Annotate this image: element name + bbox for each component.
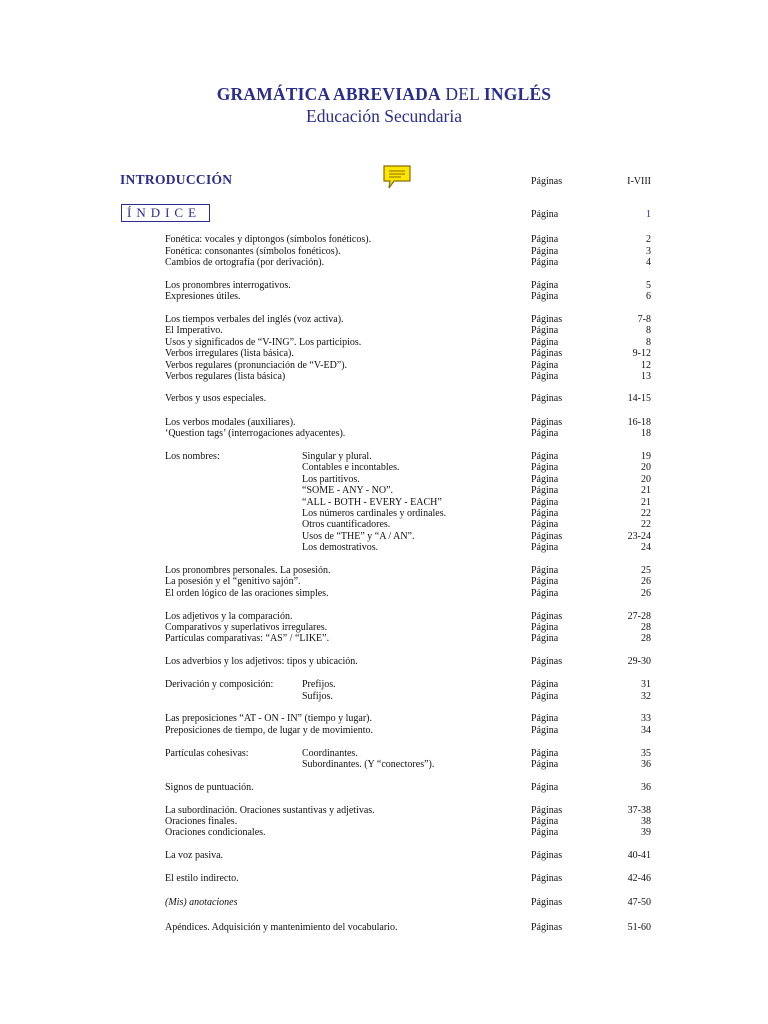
toc-pages: 14-15 bbox=[627, 393, 651, 404]
toc-pages-label: Páginas bbox=[531, 922, 563, 933]
toc-pages-label: Página bbox=[531, 748, 559, 759]
toc-pages: 27-28 bbox=[627, 611, 651, 622]
toc-pages: 29-30 bbox=[627, 656, 651, 667]
toc-pages: 16-18 bbox=[627, 417, 651, 428]
toc-pages-label: Páginas bbox=[531, 417, 563, 428]
toc-pages-label: Páginas bbox=[531, 850, 563, 861]
toc-pages: 40-41 bbox=[627, 850, 651, 861]
toc-pages-label: Páginas bbox=[531, 393, 563, 404]
toc-pages: 26 bbox=[641, 588, 651, 599]
toc-pages-label: Página bbox=[531, 691, 559, 702]
toc-pages: 22 bbox=[641, 519, 651, 530]
toc-pages: 24 bbox=[641, 542, 651, 553]
toc-pages: 36 bbox=[641, 782, 651, 793]
toc-entry-title: Usos y significados de “V-ING”. Los participios. bbox=[165, 337, 362, 348]
toc-pages: 7-8 bbox=[637, 314, 651, 325]
toc-pages-label: Páginas bbox=[531, 897, 563, 908]
toc-entry-title: La posesión y el “genitivo sajón”. bbox=[165, 576, 301, 587]
toc-pages: 42-46 bbox=[627, 873, 651, 884]
toc-pages-label: Página bbox=[531, 337, 559, 348]
toc-entry-subtitle: Subordinantes. (Y “conectores”). bbox=[302, 759, 435, 770]
intro-pages: I-VIII bbox=[627, 176, 651, 187]
toc-entry-subtitle: “ALL - BOTH - EVERY - EACH” bbox=[302, 497, 442, 508]
toc-entry-title: Comparativos y superlativos irregulares. bbox=[165, 622, 328, 633]
toc-pages: 2 bbox=[646, 234, 651, 245]
toc-entry-title: Expresiones útiles. bbox=[165, 291, 241, 302]
toc-pages-label: Página bbox=[531, 816, 559, 827]
toc-pages: 51-60 bbox=[627, 922, 651, 933]
toc-pages-label: Página bbox=[531, 725, 559, 736]
toc-pages-label: Páginas bbox=[531, 611, 563, 622]
indice-pages-label: Página bbox=[531, 209, 559, 220]
toc-pages-label: Páginas bbox=[531, 656, 563, 667]
toc-row[interactable] bbox=[0, 827, 768, 839]
toc-entry-subtitle: Prefijos. bbox=[302, 679, 336, 690]
toc-pages: 3 bbox=[646, 246, 651, 257]
toc-row[interactable] bbox=[0, 679, 768, 691]
intro-pages-label: Páginas bbox=[531, 176, 563, 187]
toc-entry-subtitle: Coordinantes. bbox=[302, 748, 358, 759]
toc-pages-label: Página bbox=[531, 497, 559, 508]
toc-pages: 4 bbox=[646, 257, 651, 268]
toc-row[interactable] bbox=[0, 725, 768, 737]
toc-entry-title: Cambios de ortografía (por derivación). bbox=[165, 257, 325, 268]
toc-row[interactable] bbox=[0, 656, 768, 668]
toc-pages-label: Página bbox=[531, 257, 559, 268]
toc-pages-label: Página bbox=[531, 576, 559, 587]
toc-pages-label: Páginas bbox=[531, 348, 563, 359]
toc-entry-title: Apéndices. Adquisición y mantenimiento del vocabulario. bbox=[165, 922, 398, 933]
toc-pages-label: Página bbox=[531, 246, 559, 257]
toc-entry-title: Fonética: vocales y diptongos (símbolos fonéticos). bbox=[165, 234, 372, 245]
toc-pages-label: Página bbox=[531, 622, 559, 633]
toc-pages-label: Página bbox=[531, 451, 559, 462]
toc-pages: 28 bbox=[641, 633, 651, 644]
toc-pages-label: Página bbox=[531, 234, 559, 245]
toc-pages-label: Página bbox=[531, 474, 559, 485]
toc-row[interactable] bbox=[0, 234, 768, 246]
toc-pages: 22 bbox=[641, 508, 651, 519]
toc-entry-title: ‘Question tags’ (interrogaciones adyacentes). bbox=[165, 428, 346, 439]
toc-pages: 37-38 bbox=[627, 805, 651, 816]
toc-pages-label: Página bbox=[531, 485, 559, 496]
toc-pages: 39 bbox=[641, 827, 651, 838]
toc-row[interactable] bbox=[0, 922, 768, 934]
toc-pages-label: Página bbox=[531, 713, 559, 724]
toc-row[interactable] bbox=[0, 759, 768, 771]
toc-pages: 47-50 bbox=[627, 897, 651, 908]
toc-entry-title: Verbos irregulares (lista básica). bbox=[165, 348, 294, 359]
toc-entry-subtitle: Los partitivos. bbox=[302, 474, 360, 485]
toc-row[interactable] bbox=[0, 850, 768, 862]
toc-pages-label: Páginas bbox=[531, 314, 563, 325]
toc-row[interactable] bbox=[0, 371, 768, 383]
toc-pages: 28 bbox=[641, 622, 651, 633]
toc-pages-label: Página bbox=[531, 759, 559, 770]
indice-row bbox=[0, 209, 768, 221]
toc-pages: 13 bbox=[641, 371, 651, 382]
toc-entry-title: Partículas comparativas: “AS” / “LIKE”. bbox=[165, 633, 330, 644]
toc-pages-label: Página bbox=[531, 565, 559, 576]
introduccion-heading[interactable]: INTRODUCCIÓN bbox=[120, 172, 233, 187]
toc-pages: 33 bbox=[641, 713, 651, 724]
toc-pages-label: Página bbox=[531, 827, 559, 838]
toc-entry-title: Los adverbios y los adjetivos: tipos y ubicación. bbox=[165, 656, 358, 667]
toc-entry-title: Oraciones finales. bbox=[165, 816, 238, 827]
toc-entry-title: Los pronombres interrogativos. bbox=[165, 280, 291, 291]
toc-entry-title: (Mis) anotaciones bbox=[165, 897, 238, 908]
toc-pages: 20 bbox=[641, 474, 651, 485]
toc-pages-label: Página bbox=[531, 325, 559, 336]
toc-pages-label: Página bbox=[531, 291, 559, 302]
toc-pages: 21 bbox=[641, 485, 651, 496]
toc-entry-title: Verbos regulares (pronunciación de “V-ED”). bbox=[165, 360, 348, 371]
toc-entry-title: La subordinación. Oraciones sustantivas y adjetivas. bbox=[165, 805, 375, 816]
toc-entry-subtitle: Singular y plural. bbox=[302, 451, 372, 462]
toc-entry-title: El Imperativo. bbox=[165, 325, 223, 336]
toc-pages: 18 bbox=[641, 428, 651, 439]
toc-entry-title: Verbos regulares (lista básica) bbox=[165, 371, 286, 382]
indice-heading[interactable]: ÍNDICE bbox=[127, 205, 202, 220]
toc-pages-label: Página bbox=[531, 360, 559, 371]
toc-entry-subtitle: Contables e incontables. bbox=[302, 462, 400, 473]
toc-pages: 34 bbox=[641, 725, 651, 736]
toc-pages-label: Página bbox=[531, 542, 559, 553]
toc-entry-title: Partículas cohesivas: bbox=[165, 748, 249, 759]
toc-pages: 31 bbox=[641, 679, 651, 690]
toc-entry-title: Los verbos modales (auxiliares). bbox=[165, 417, 296, 428]
toc-row[interactable] bbox=[0, 291, 768, 303]
toc-row[interactable] bbox=[0, 393, 768, 405]
toc-pages: 38 bbox=[641, 816, 651, 827]
toc-pages-label: Página bbox=[531, 679, 559, 690]
toc-entry-title: Los pronombres personales. La posesión. bbox=[165, 565, 331, 576]
toc-entry-title: El orden lógico de las oraciones simples. bbox=[165, 588, 329, 599]
toc-row[interactable] bbox=[0, 257, 768, 269]
toc-pages: 26 bbox=[641, 576, 651, 587]
toc-pages: 6 bbox=[646, 291, 651, 302]
toc-row[interactable] bbox=[0, 691, 768, 703]
toc-pages-label: Página bbox=[531, 508, 559, 519]
intro-row bbox=[0, 176, 768, 188]
toc-pages-label: Página bbox=[531, 588, 559, 599]
toc-pages-label: Página bbox=[531, 633, 559, 644]
toc-pages: 21 bbox=[641, 497, 651, 508]
toc-row[interactable] bbox=[0, 348, 768, 360]
toc-entry-subtitle: Sufijos. bbox=[302, 691, 333, 702]
toc-entry-title: Oraciones condicionales. bbox=[165, 827, 266, 838]
toc-entry-title: Signos de puntuación. bbox=[165, 782, 254, 793]
toc-entry-title: Verbos y usos especiales. bbox=[165, 393, 267, 404]
toc-pages: 12 bbox=[641, 360, 651, 371]
toc-entry-subtitle: Los demostrativos. bbox=[302, 542, 379, 553]
toc-row[interactable] bbox=[0, 873, 768, 885]
toc-row[interactable] bbox=[0, 576, 768, 588]
toc-pages: 25 bbox=[641, 565, 651, 576]
toc-entry-title: La voz pasiva. bbox=[165, 850, 224, 861]
toc-pages-label: Página bbox=[531, 782, 559, 793]
indice-pages: 1 bbox=[646, 209, 651, 220]
toc-entry-title: Preposiciones de tiempo, de lugar y de movimiento. bbox=[165, 725, 374, 736]
toc-pages: 8 bbox=[646, 325, 651, 336]
document-title: GRAMÁTICA ABREVIADA DEL INGLÉS bbox=[216, 84, 552, 104]
toc-row[interactable] bbox=[0, 462, 768, 474]
toc-entry-title: Los nombres: bbox=[165, 451, 220, 462]
toc-row[interactable] bbox=[0, 633, 768, 645]
toc-pages-label: Páginas bbox=[531, 805, 563, 816]
toc-row[interactable] bbox=[0, 782, 768, 794]
toc-entry-title: Los tiempos verbales del inglés (voz activa). bbox=[165, 314, 344, 325]
toc-row[interactable] bbox=[0, 428, 768, 440]
toc-entry-title: El estilo indirecto. bbox=[165, 873, 239, 884]
toc-pages: 36 bbox=[641, 759, 651, 770]
toc-entry-subtitle: Usos de “THE” y “A / AN”. bbox=[302, 531, 415, 542]
toc-pages-label: Página bbox=[531, 428, 559, 439]
toc-pages: 35 bbox=[641, 748, 651, 759]
toc-pages: 32 bbox=[641, 691, 651, 702]
toc-row[interactable] bbox=[0, 713, 768, 725]
toc-entry-title: Fonética: consonantes (símbolos fonéticos). bbox=[165, 246, 341, 257]
toc-entry-subtitle: Los números cardinales y ordinales. bbox=[302, 508, 447, 519]
toc-row[interactable] bbox=[0, 519, 768, 531]
toc-pages-label: Página bbox=[531, 462, 559, 473]
toc-entry-subtitle: Otros cuantificadores. bbox=[302, 519, 391, 530]
toc-row[interactable] bbox=[0, 897, 768, 909]
toc-pages-label: Página bbox=[531, 519, 559, 530]
toc-pages: 20 bbox=[641, 462, 651, 473]
toc-entry-title: Derivación y composición: bbox=[165, 679, 274, 690]
toc-pages: 8 bbox=[646, 337, 651, 348]
toc-pages: 5 bbox=[646, 280, 651, 291]
toc-entry-title: Los adjetivos y la comparación. bbox=[165, 611, 293, 622]
toc-row[interactable] bbox=[0, 485, 768, 497]
toc-row[interactable] bbox=[0, 542, 768, 554]
toc-pages: 19 bbox=[641, 451, 651, 462]
toc-pages-label: Página bbox=[531, 280, 559, 291]
document-subtitle: Educación Secundaria bbox=[306, 106, 462, 126]
toc-pages-label: Página bbox=[531, 371, 559, 382]
toc-pages: 9-12 bbox=[632, 348, 651, 359]
toc-entry-subtitle: “SOME - ANY - NO”. bbox=[302, 485, 394, 496]
toc-row[interactable] bbox=[0, 325, 768, 337]
toc-row[interactable] bbox=[0, 588, 768, 600]
toc-pages: 23-24 bbox=[627, 531, 651, 542]
toc-pages-label: Páginas bbox=[531, 873, 563, 884]
toc-entry-title: Las preposiciones “AT - ON - IN” (tiempo y lugar). bbox=[165, 713, 372, 724]
toc-pages-label: Páginas bbox=[531, 531, 563, 542]
